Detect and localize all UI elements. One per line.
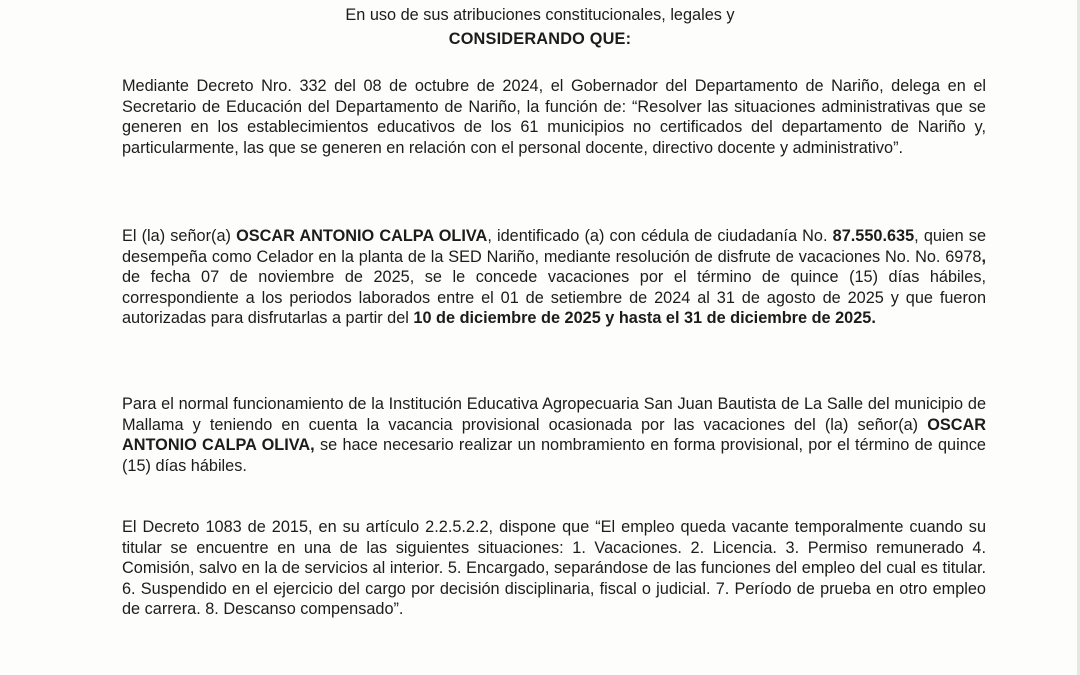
header-considerando: CONSIDERANDO QUE: — [448, 30, 632, 48]
paragraph-text: de fecha 07 de noviembre de 2025, se le concede vacaciones por el término de quince (15) días hábiles, correspondiente a los periodos laborados entre el 01 de setiembre de 2024 al 31 de agosto de 2025 y que fueron autorizadas para disfrutarlas a partir del — [122, 268, 986, 328]
paragraph-text: El Decreto 1083 de 2015, en su artículo 2.2.5.2.2, dispone que “El empleo queda vacante temporalmente cuando su titular se encuentre en una de las siguientes situaciones: 1. Vacaciones. 2. Licencia. 3. Permiso remunerado 4. Comisión, salvo en la de servicios al interior. 5. Encargado, separándose de las funciones del empleo del cual es titular. 6. Suspendido en el ejercicio del cargo por decisión disciplinaria, fiscal o judicial. 7. Período de prueba en otro empleo de carrera. 8. Descanso compensado”. — [122, 518, 986, 619]
paragraph-vacaciones — [122, 226, 986, 329]
paragraph-text: se hace necesario realizar un nombramiento en forma provisional, por el término de quince (15) días hábiles. — [122, 436, 986, 475]
paragraph-decreto-332 — [122, 76, 986, 158]
bold-comma: , — [981, 247, 986, 266]
person-name: OSCAR ANTONIO CALPA OLIVA — [122, 415, 986, 455]
paragraph-text: , quien se desempeña como Celador en la planta de la SED Nariño, mediante resolución de disfrute de vacaciones No. No. 6978 — [122, 227, 986, 266]
paragraph-text: Mediante Decreto Nro. 332 del 08 de octubre de 2024, el Gobernador del Departamento de Nariño, delega en el Secretario de Educación del Departamento de Nariño, la función de: “Resolver las situaciones administrativas que se generen en los establecimientos educativos de los 61 municipios no certificados del departamento de Nariño y, particularmente, las que se generen en relación con el personal docente, directivo docente y administrativo”. — [122, 77, 986, 157]
paragraph-decreto-1083 — [122, 517, 986, 620]
person-name: OSCAR ANTONIO CALPA OLIVA — [236, 227, 488, 245]
paragraph-text: , identificado (a) con cédula de ciudadanía No. — [487, 227, 833, 245]
paragraph-text: El (la) señor(a) — [122, 227, 237, 245]
vacation-dates: 10 de diciembre de 2025 y hasta el 31 de diciembre de 2025. — [413, 309, 876, 328]
paragraph-text: Para el normal funcionamiento de la Institución Educativa Agropecuaria San Juan Bautista de La Salle del municipio de Mallama y teniendo en cuenta la vacancia provisional ocasionada por las vacaciones del (la) señor(a) — [122, 395, 986, 434]
cedula-number: 87.550.635 — [832, 227, 915, 245]
bold-comma: , — [310, 436, 315, 455]
header-attributions: En uso de sus atribuciones constitucionales, legales y — [345, 6, 735, 24]
paragraph-funcionamiento — [122, 394, 986, 476]
